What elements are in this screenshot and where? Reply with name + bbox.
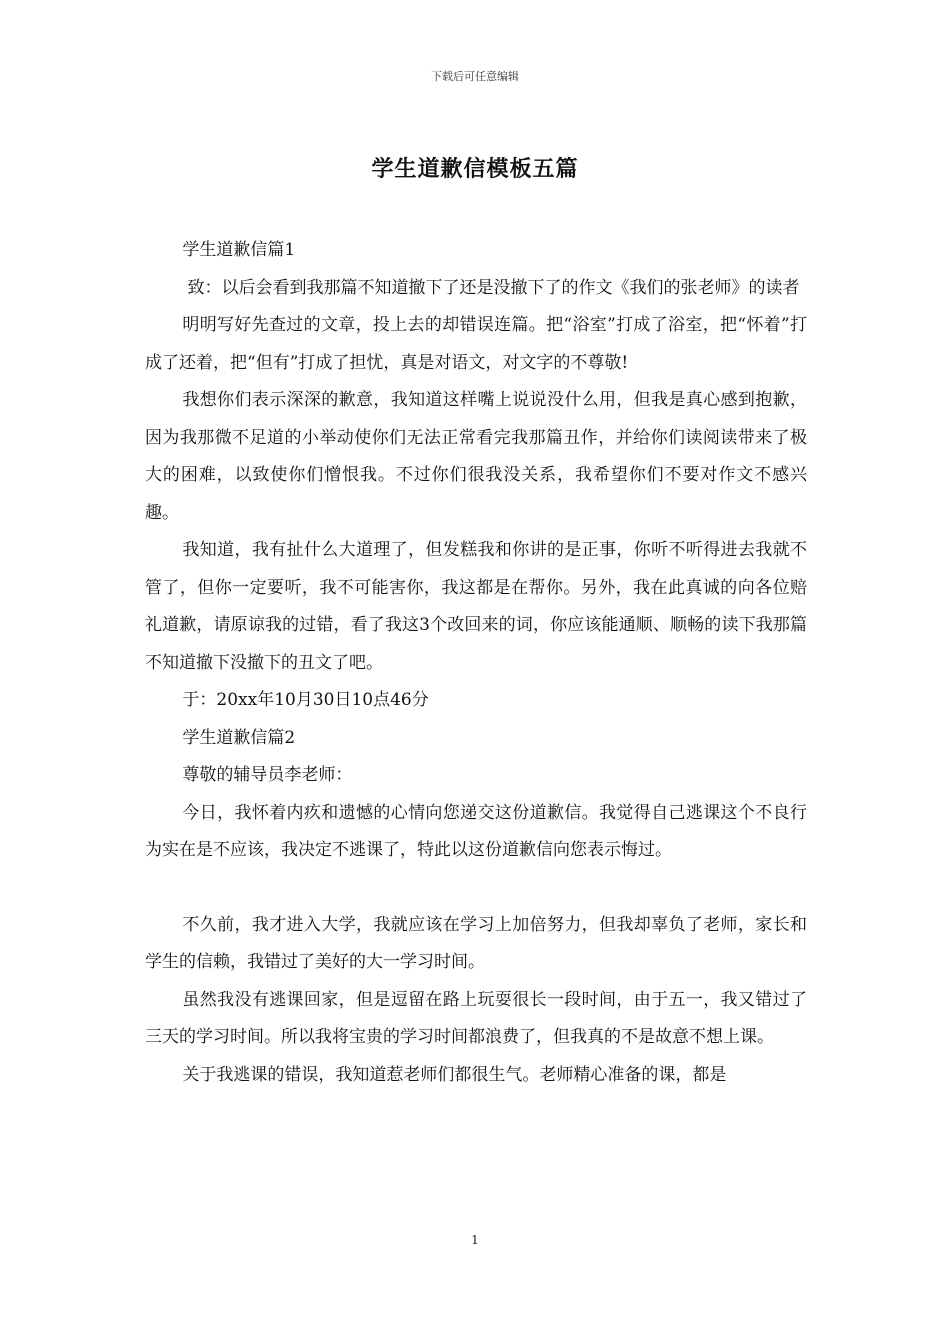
section-heading-1: 学生道歉信篇1 (182, 240, 296, 260)
page-number: 1 (471, 1233, 479, 1247)
paragraph: 虽然我没有逃课回家，但是逗留在路上玩耍很长一段时间，由于五一，我又错过了三天的学习时间。所以我将宝贵的学习时间都浪费了，但我真的不是故意不想上课。 (145, 989, 807, 1047)
salutation-2: 尊敬的辅导员李老师： (182, 765, 353, 785)
paragraph: 今日，我怀着内疚和遗憾的心情向您递交这份道歉信。我觉得自己逃课这个不良行为实在是不应该，我决定不逃课了，特此以这份道歉信向您表示悔过。 (145, 802, 807, 860)
header-note: 下载后可任意编辑 (431, 70, 519, 83)
document-body (145, 232, 807, 1094)
paragraph: 不久前，我才进入大学，我就应该在学习上加倍努力，但我却辜负了老师，家长和学生的信赖，我错过了美好的大一学习时间。 (145, 914, 807, 972)
signature-date: 于：20xx年10月30日10点46分 (182, 690, 429, 710)
blank-line (145, 870, 807, 907)
paragraph: 我知道，我有扯什么大道理了，但发糕我和你讲的是正事，你听不听得进去我就不管了，但你一定要听，我不可能害你，我这都是在帮你。另外，我在此真诚的向各位赔礼道歉，请原谅我的过错，看了我这3个改回来的词，你应该能通顺、顺畅的读下我那篇不知道撤下没撤下的丑文了吧。 (145, 540, 807, 673)
document-title: 学生道歉信模板五篇 (371, 156, 579, 182)
section-heading-2: 学生道歉信篇2 (182, 727, 296, 748)
paragraph: 明明写好先查过的文章，投上去的却错误连篇。把“浴室”打成了浴室，把“怀着”打成了还着，把“但有”打成了担忧，真是对语文，对文字的不尊敬! (145, 315, 807, 373)
salutation-1: 致：以后会看到我那篇不知道撤下了还是没撤下了的作文《我们的张老师》的读者 (187, 277, 800, 298)
paragraph: 我想你们表示深深的歉意，我知道这样嘴上说说没什么用，但我是真心感到抱歉，因为我那微不足道的小举动使你们无法正常看完我那篇丑作，并给你们读阅读带来了极大的困难，以致使你们憎恨我。不过你们很我没关系，我希望你们不要对作文不感兴趣。 (145, 390, 807, 523)
paragraph: 关于我逃课的错误，我知道惹老师们都很生气。老师精心准备的课，都是 (182, 1064, 727, 1085)
